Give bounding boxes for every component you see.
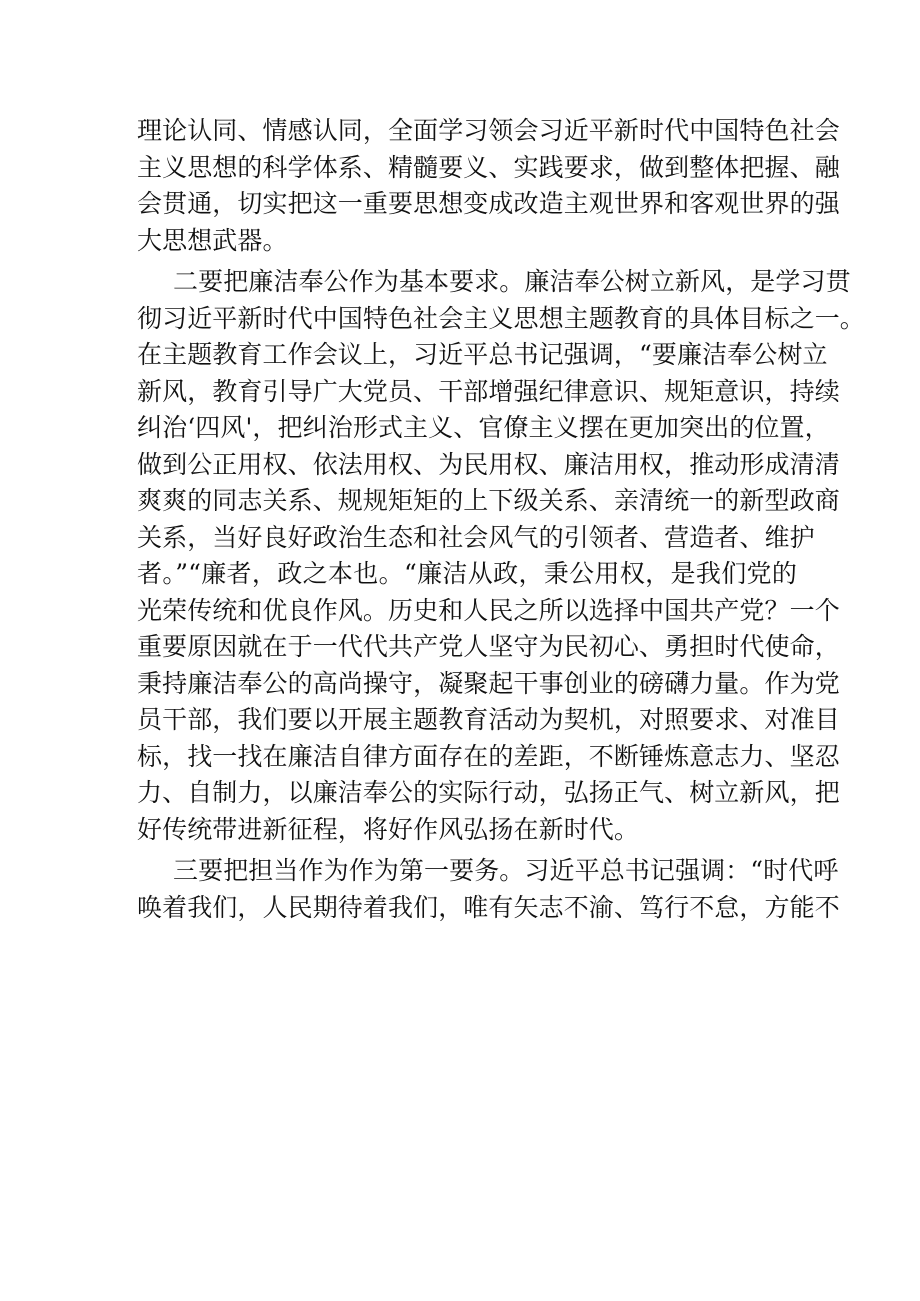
text-line: 力、自制力，以廉洁奉公的实际行动，弘扬正气、树立新风，把	[137, 778, 840, 807]
text-line: 会贯通，切实把这一重要思想变成改造主观世界和客观世界的强	[137, 189, 840, 218]
paragraph-3	[137, 853, 840, 926]
text-line: 唤着我们，人民期待着我们，唯有矢志不渝、笃行不怠，方能不	[137, 892, 840, 922]
text-line: 爽爽的同志关系、规规矩矩的上下级关系、亲清统一的新型政商	[137, 486, 840, 515]
text-line: 主义思想的科学体系、精髓要义、实践要求，做到整体把握、融	[137, 152, 840, 182]
text-line: 理论认同、情感认同，全面学习领会习近平新时代中国特色社会	[137, 116, 840, 145]
text-line: 重要原因就在于一代代共产党人坚守为民初心、勇担时代使命，	[137, 632, 840, 661]
text-line: 纠治‘四风'，把纠治形式主义、官僚主义摆在更加突出的位置，	[137, 413, 830, 442]
text-line: 在主题教育工作会议上，习近平总书记强调，“要廉洁奉公树立	[137, 340, 828, 369]
text-line: 大思想武器。	[137, 225, 288, 255]
text-line: 三要把担当作为作为第一要务。习近平总书记强调：“时代呼	[173, 856, 839, 885]
document-page	[137, 113, 865, 931]
paragraph-2	[137, 264, 865, 848]
text-line: 做到公正用权、依法用权、为民用权、廉洁用权，推动形成清清	[137, 449, 840, 479]
text-line: 好传统带进新征程，将好作风弘扬在新时代。	[137, 814, 640, 844]
text-line: 光荣传统和优良作风。历史和人民之所以选择中国共产党？一个	[137, 595, 840, 625]
text-line: 彻习近平新时代中国特色社会主义思想主题教育的具体目标之一。	[137, 303, 865, 333]
text-line: 员干部，我们要以开展主题教育活动为契机，对照要求、对准目	[137, 705, 840, 734]
text-line: 二要把廉洁奉公作为基本要求。廉洁奉公树立新风，是学习贯	[173, 267, 851, 296]
text-line: 新风，教育引导广大党员、干部增强纪律意识、规矩意识，持续	[137, 376, 840, 406]
text-line: 者。”“廉者，政之本也。“廉洁从政，秉公用权，是我们党的	[137, 559, 797, 588]
text-line: 标，找一找在廉洁自律方面存在的差距，不断锤炼意志力、坚忍	[137, 741, 840, 771]
paragraph-1	[137, 113, 840, 259]
text-line: 秉持廉洁奉公的高尚操守，凝聚起干事创业的磅礴力量。作为党	[137, 668, 840, 698]
text-line: 关系，当好良好政治生态和社会风气的引领者、营造者、维护	[137, 522, 815, 552]
